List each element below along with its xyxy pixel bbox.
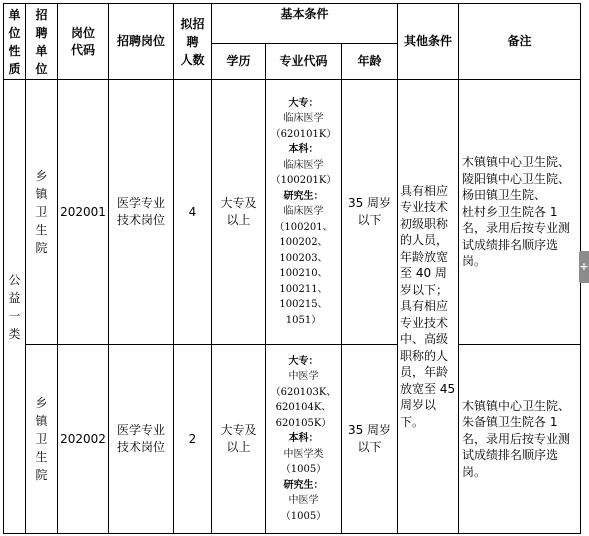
post-cell: 医学专业 技术岗位 — [109, 80, 174, 345]
plus-icon: + — [579, 260, 589, 273]
remark-cell: 木镇镇中心卫生院、 陵阳镇中心卫生院、 杨田镇卫生院、 杜村乡卫生院各 1 名，录用后按专业测 试成绩排名顺序选 岗。 — [459, 80, 581, 345]
header-count: 拟招 聘 人数 — [174, 4, 212, 80]
recruit-unit-cell: 乡 镇 卫 生 院 — [26, 80, 58, 345]
post-code-cell: 202001 — [58, 80, 109, 345]
post-cell: 医学专业 技术岗位 — [109, 345, 174, 534]
other-conditions-cell: 具有相应 专业技术 初级职称 的人员， 年龄放宽 至 40 周 岁以下； 具有相应 专业技术 中、高级 职称的人 员，年龄 放宽至 45 周岁以 下。 — [398, 80, 459, 534]
side-expand-tab[interactable] — [579, 251, 589, 283]
header-post: 招聘岗位 — [109, 4, 174, 80]
header-row — [4, 4, 581, 44]
header-major-code: 专业代码 — [266, 44, 342, 80]
count-cell: 2 — [174, 345, 212, 534]
post-code-cell: 202002 — [58, 345, 109, 534]
major-code-cell: 大专： 临床医学 （620101K） 本科： 临床医学 （100201K） 研究生： 临床医学 （100201、 100202、 100203、 100210、 100211、 100215、 1051） — [266, 80, 342, 345]
education-cell: 大专及 以上 — [212, 345, 266, 534]
remark-cell: 木镇镇中心卫生院、 朱备镇卫生院各 1 名，录用后按专业测 试成绩排名顺序选 岗。 — [459, 345, 581, 534]
header-recruit-unit: 招 聘 单 位 — [26, 4, 58, 80]
header-age: 年龄 — [342, 44, 398, 80]
recruit-unit-cell: 乡 镇 卫 生 院 — [26, 345, 58, 534]
header-basic-conditions: 基本条件 — [212, 4, 398, 44]
table-row — [4, 80, 581, 345]
header-post-code: 岗位 代码 — [58, 4, 109, 80]
header-other-conditions: 其他条件 — [398, 4, 459, 80]
education-cell: 大专及 以上 — [212, 80, 266, 345]
unit-nature-cell: 公 益 一 类 — [4, 80, 26, 534]
header-education: 学历 — [212, 44, 266, 80]
count-cell: 4 — [174, 80, 212, 345]
age-cell: 35 周岁 以下 — [342, 80, 398, 345]
table-row — [4, 345, 581, 534]
recruitment-table — [3, 3, 581, 534]
major-code-cell: 大专： 中医学 （620103K、 620104K、 620105K） 本科： 中医学类 （1005） 研究生： 中医学 （1005） — [266, 345, 342, 534]
header-unit-nature: 单 位 性 质 — [4, 4, 26, 80]
header-remark: 备注 — [459, 4, 581, 80]
age-cell: 35 周岁 以下 — [342, 345, 398, 534]
